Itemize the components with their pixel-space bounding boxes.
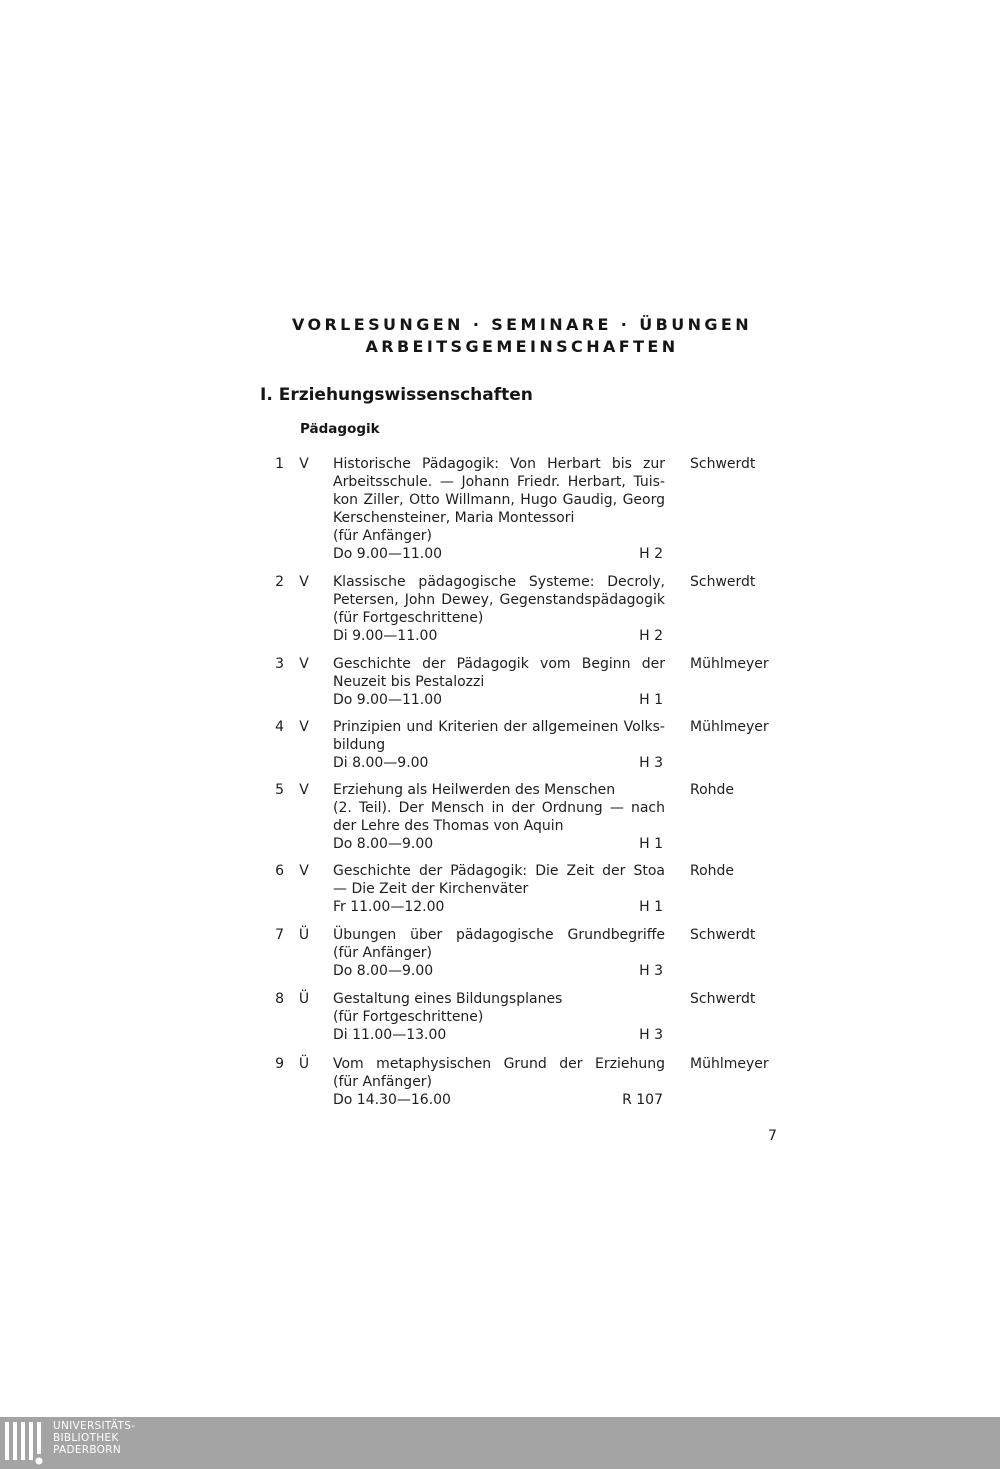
page-number: 7 [768,1128,777,1144]
course-time: Di 11.00—13.00 [333,1027,447,1043]
course-description-line: kon Ziller, Otto Willmann, Hugo Gaudig, Georg [333,492,665,508]
course-room: H 3 [639,1027,663,1043]
library-footer-bar [0,1417,1000,1469]
course-description-line: Historische Pädagogik: Von Herbart bis zur [333,456,665,472]
course-description-line: Petersen, John Dewey, Gegenstandspädagogik [333,592,665,608]
course-description-line: Gestaltung eines Bildungsplanes [333,991,563,1007]
course-schedule-row [333,691,665,709]
course-lecturer: Mühlmeyer [690,1056,769,1072]
course-lecturer: Mühlmeyer [690,656,769,672]
course-type: V [299,456,309,472]
course-lecturer: Rohde [690,863,735,879]
course-lecturer: Schwerdt [690,927,756,943]
course-schedule-row [333,754,665,772]
course-description-line: (für Fortgeschrittene) [333,610,484,626]
course-lecturer: Schwerdt [690,574,756,590]
heading-line-2: ARBEITSGEMEINSCHAFTEN [365,337,679,356]
course-description-line: Erziehung als Heilwerden des Menschen [333,782,616,798]
course-description [333,573,665,645]
course-type: Ü [298,991,310,1007]
course-description-line: Arbeitsschule. — Johann Friedr. Herbart, Tuis- [333,474,665,490]
course-number: 4 [275,719,284,735]
course-description-line: Neuzeit bis Pestalozzi [333,674,485,690]
course-schedule-row [333,898,665,916]
course-description-line: der Lehre des Thomas von Aquin [333,818,564,834]
course-lecturer: Schwerdt [690,456,756,472]
course-number: 2 [275,574,284,590]
course-description-line: (für Fortgeschrittene) [333,1009,484,1025]
course-type: V [299,656,309,672]
course-description-line: Klassische pädagogische Systeme: Decroly, [333,574,665,590]
course-description-line: (2. Teil). Der Mensch in der Ordnung — nach [333,800,665,816]
course-lecturer: Schwerdt [690,991,756,1007]
logo-text-line-2: BIBLIOTHEK [53,1432,119,1444]
logo-text-line-1: UNIVERSITÄTS- [53,1420,136,1432]
course-time: Fr 11.00—12.00 [333,899,445,915]
course-description [333,718,665,772]
course-number: 6 [275,863,284,879]
course-type: V [299,719,309,735]
course-number: 3 [275,656,284,672]
course-description-line: (für Anfänger) [333,528,433,544]
course-schedule-row [333,627,665,645]
course-room: H 1 [639,836,663,852]
course-number: 8 [275,991,284,1007]
course-description-line: bildung [333,737,386,753]
course-description-line: (für Anfänger) [333,1074,433,1090]
course-description-line: — Die Zeit der Kirchenväter [333,881,529,897]
course-time: Do 8.00—9.00 [333,836,434,852]
course-description-line: Vom metaphysischen Grund der Erziehung [333,1056,665,1072]
course-description [333,655,665,709]
course-room: R 107 [622,1092,663,1108]
course-lecturer: Mühlmeyer [690,719,769,735]
course-room: H 1 [639,692,663,708]
course-schedule-row [333,545,665,563]
course-number: 7 [275,927,284,943]
course-schedule-row [333,962,665,980]
course-schedule-row [333,835,665,853]
course-time: Di 9.00—11.00 [333,628,438,644]
course-description [333,926,665,980]
subsection-title: Pädagogik [300,421,380,437]
course-time: Do 14.30—16.00 [333,1092,451,1108]
course-type: Ü [298,927,310,943]
course-time: Di 8.00—9.00 [333,755,429,771]
library-logo-icon [3,1419,49,1469]
course-type: V [299,863,309,879]
course-schedule-row [333,1026,665,1044]
course-number: 1 [275,456,284,472]
course-type: Ü [298,1056,310,1072]
course-number: 5 [275,782,284,798]
course-description [333,1055,665,1109]
course-time: Do 9.00—11.00 [333,692,443,708]
course-description-line: Kerschensteiner, Maria Montessori [333,510,575,526]
course-room: H 2 [639,628,663,644]
course-description-line: Prinzipien und Kriterien der allgemeinen Volks- [333,719,665,735]
course-description-line: Geschichte der Pädagogik: Die Zeit der Stoa [333,863,665,879]
course-room: H 3 [639,963,663,979]
course-number: 9 [275,1056,284,1072]
course-description-line: Geschichte der Pädagogik vom Beginn der [333,656,665,672]
course-description [333,862,665,916]
logo-text-line-3: PADERBORN [53,1444,121,1456]
course-schedule-row [333,1091,665,1109]
course-description [333,781,665,853]
course-room: H 1 [639,899,663,915]
course-description [333,455,665,563]
course-time: Do 8.00—9.00 [333,963,434,979]
course-room: H 3 [639,755,663,771]
course-lecturer: Rohde [690,782,735,798]
section-title: I. Erziehungswissenschaften [260,385,533,405]
course-description-line: Übungen über pädagogische Grundbegriffe [333,927,665,943]
course-description-line: (für Anfänger) [333,945,433,961]
course-room: H 2 [639,546,663,562]
heading-line-1: VORLESUNGEN · SEMINARE · ÜBUNGEN [291,315,753,334]
course-time: Do 9.00—11.00 [333,546,443,562]
course-description [333,990,665,1044]
course-type: V [299,782,309,798]
course-type: V [299,574,309,590]
